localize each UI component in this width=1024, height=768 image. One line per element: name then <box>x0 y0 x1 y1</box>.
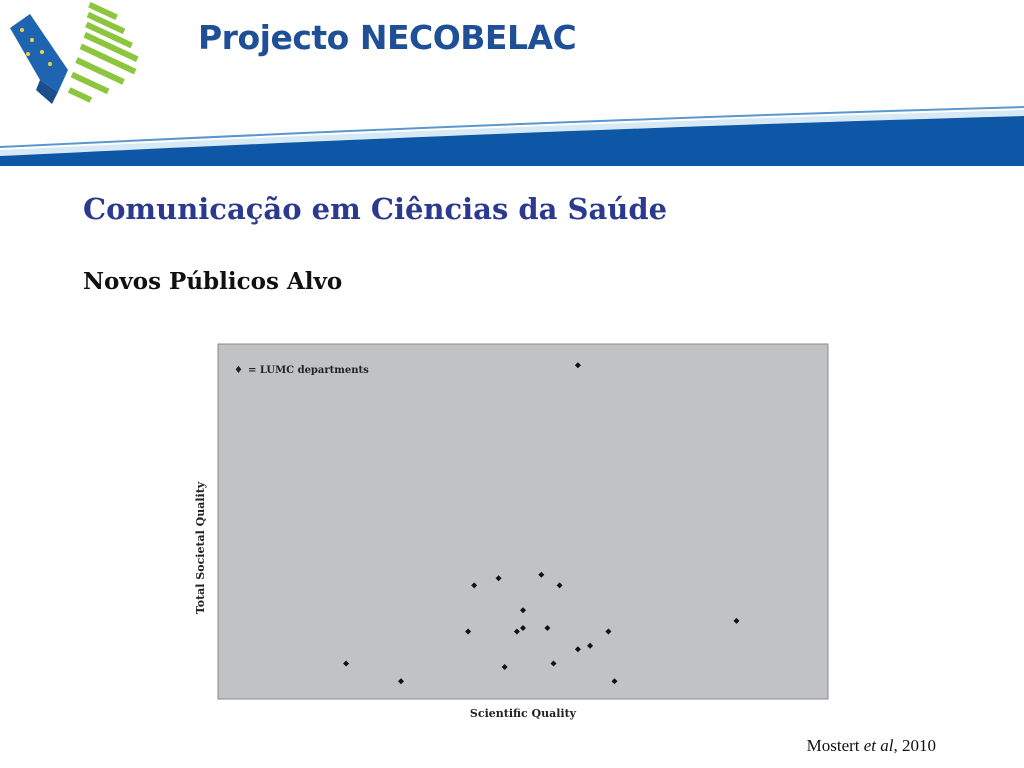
citation-etal: et al <box>863 736 894 755</box>
legend-text: = LUMC departments <box>248 365 369 376</box>
slide-title: Comunicação em Ciências da Saúde <box>83 192 668 226</box>
scatter-chart <box>186 336 846 728</box>
header-banner <box>0 0 1024 170</box>
citation <box>807 736 936 756</box>
slide-subtitle: Novos Públicos Alvo <box>83 268 343 295</box>
legend <box>230 356 378 380</box>
pen-nib-logo <box>10 2 139 104</box>
plot-area <box>218 344 828 699</box>
x-axis-label: Scientific Quality <box>469 707 577 720</box>
scatter-chart-svg <box>186 336 846 728</box>
y-axis-label: Total Societal Quality <box>194 481 207 615</box>
citation-author: Mostert <box>806 736 860 755</box>
brand-title: Projecto NECOBELAC <box>198 18 577 57</box>
citation-year: , 2010 <box>893 736 936 755</box>
legend-marker-icon: ♦ <box>234 365 243 376</box>
